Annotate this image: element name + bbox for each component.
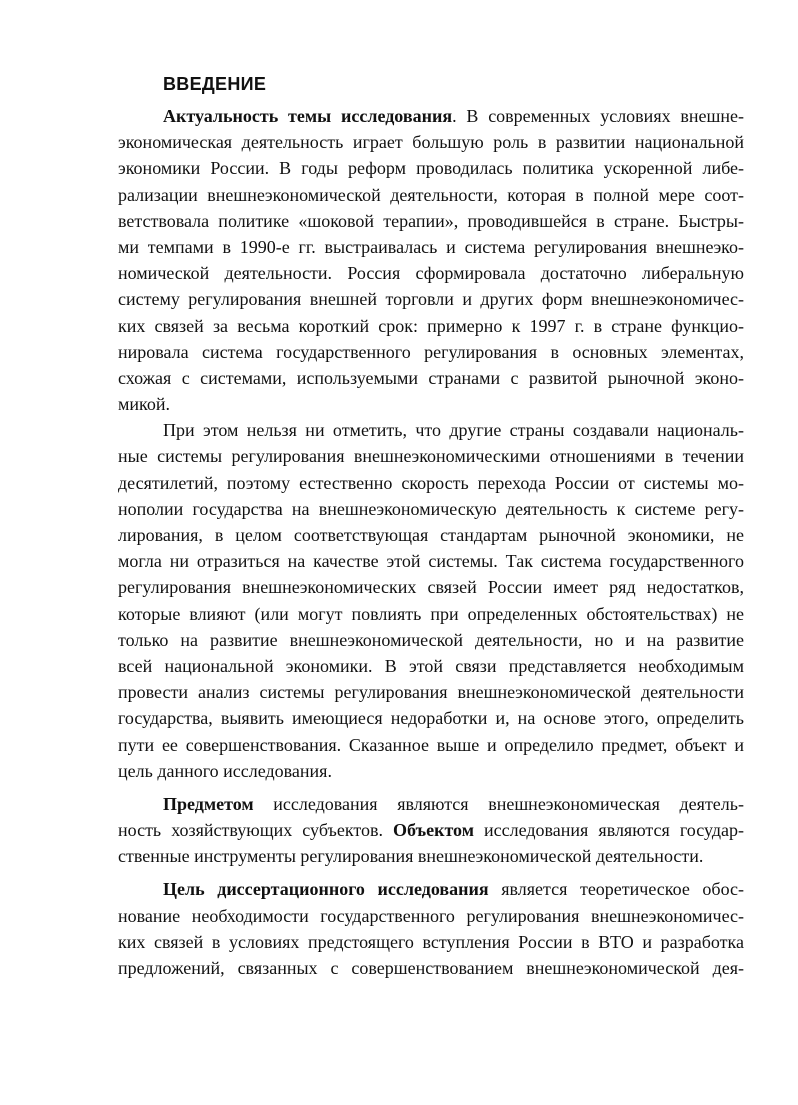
text-line: рализации внешнеэкономической деятельности, которая в полной мере соот- (118, 184, 744, 205)
bold-lead-relevance: Актуальность темы исследования (163, 106, 453, 126)
text-line: номической деятельности. Россия сформировала достаточно либеральную (118, 263, 744, 284)
text-line: ких связей в условиях предстоящего вступления России в ВТО и разработка (118, 931, 744, 952)
text-line: При этом нельзя ни отметить, что другие страны создавали националь- (163, 420, 744, 441)
text-line: которые влияют (или могут повлиять при определенных обстоятельствах) не (118, 603, 744, 624)
text-line: всей национальной экономики. В этой связи представляется необходимым (118, 655, 744, 676)
text-line: нование необходимости государственного регулирования внешнеэкономичес- (118, 905, 744, 926)
text-line: предложений, связанных с совершенствованием внешнеэкономической дея- (118, 958, 744, 978)
text-line: пути ее совершенствования. Сказанное выше и определило предмет, объект и (118, 734, 744, 755)
paragraph-gap (118, 869, 744, 876)
text-line: микой. (118, 394, 170, 415)
text-line: экономическая деятельность играет большую роль в развитии национальной (118, 132, 744, 153)
text-line: только на развитие внешнеэкономической деятельности, но и на развитие (118, 629, 744, 650)
text-line: регулирования внешнеэкономических связей России имеет ряд недостатков, (118, 577, 744, 598)
text-line: лирования, в целом соответствующая стандартам рыночной экономики, не (118, 525, 744, 545)
text-line: экономики России. В годы реформ проводилась политика ускоренной либе- (118, 158, 744, 179)
document-body (118, 103, 744, 981)
text-line: схожая с системами, используемыми странами с развитой рыночной эконо- (118, 367, 744, 388)
text-line: систему регулирования внешней торговли и других форм внешнеэкономичес- (118, 289, 744, 310)
paragraph-context (118, 417, 744, 784)
text-line: государства, выявить имеющиеся недоработки и, на основе этого, определить (118, 708, 744, 729)
text-line: ственные инструменты регулирования внешнеэкономической деятельности. (118, 846, 704, 867)
text-line: ность хозяйствующих субъектов. Объектом исследования являются государ- (118, 820, 744, 841)
text-line: ветствовала политике «шоковой терапии», проводившейся в стране. Быстры- (118, 210, 744, 231)
paragraph-subject-object (118, 791, 744, 870)
paragraph-relevance (118, 103, 744, 417)
text-line: нировала система государственного регулирования в основных элементах, (118, 341, 744, 362)
paragraph-goal (118, 876, 744, 981)
bold-lead-goal: Цель диссертационного исследования (163, 879, 489, 900)
text-line: десятилетий, поэтому естественно скорость перехода России от системы мо- (118, 472, 744, 493)
text-line: ные системы регулирования внешнеэкономическими отношениями в течении (118, 446, 744, 467)
text-line: провести анализ системы регулирования внешнеэкономической деятельности (118, 682, 744, 703)
text-line: Цель диссертационного исследования является теоретическое обос- (163, 879, 745, 900)
bold-object: Объектом (393, 820, 474, 841)
text-line: Актуальность темы исследования. В современных условиях внешне- (163, 106, 745, 126)
text-line: цель данного исследования. (118, 760, 332, 781)
text-line: нополии государства на внешнеэкономическую деятельность к системе регу- (118, 498, 744, 519)
text-line: Предметом исследования являются внешнеэкономическая деятель- (163, 793, 744, 814)
paragraph-gap (118, 784, 744, 791)
section-heading: ВВЕДЕНИЕ (163, 74, 267, 94)
text-line: ми темпами в 1990-е гг. выстраивалась и система регулирования внешнеэко- (118, 236, 744, 257)
text-line: могла ни отразиться на качестве этой системы. Так система государственного (118, 551, 744, 572)
bold-lead-subject: Предметом (163, 793, 254, 814)
text-line: ких связей за весьма короткий срок: примерно к 1997 г. в стране функцио- (118, 315, 744, 336)
